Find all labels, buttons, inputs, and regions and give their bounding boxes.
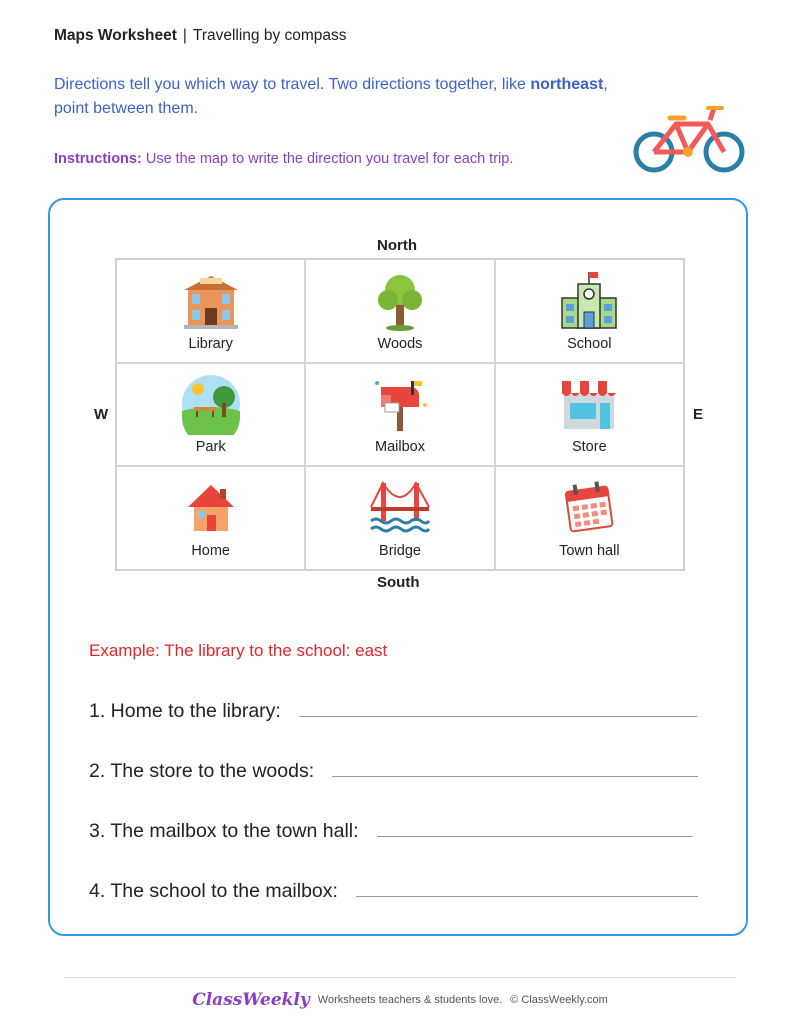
cell-label: Mailbox	[375, 439, 425, 456]
calendar-icon	[558, 477, 620, 539]
footer-divider	[64, 977, 736, 978]
map-cell-mailbox	[305, 363, 494, 467]
intro-bold-term: northeast	[530, 76, 604, 93]
intro-part2: , point between them.	[54, 76, 608, 117]
worksheet-header	[54, 27, 347, 45]
compass-south: South	[377, 574, 420, 591]
map-cell-store	[495, 363, 684, 467]
tree-icon	[369, 270, 431, 332]
answer-line[interactable]	[356, 895, 698, 897]
map-cell-woods	[305, 259, 494, 363]
cell-label: Home	[191, 542, 230, 559]
instructions-text: Use the map to write the direction you travel for each trip.	[141, 151, 514, 167]
instructions-label: Instructions:	[54, 151, 142, 167]
instructions	[54, 151, 513, 167]
compass-east: E	[693, 406, 704, 423]
question-text: 3. The mailbox to the town hall:	[89, 820, 359, 842]
mailbox-icon	[369, 373, 431, 435]
bicycle-icon	[630, 100, 748, 178]
answer-line[interactable]	[377, 835, 693, 837]
library-icon	[180, 270, 242, 332]
question-text: 2. The store to the woods:	[89, 760, 315, 782]
example-answer: Example: The library to the school: east	[89, 641, 388, 660]
compass-north: North	[377, 237, 417, 254]
footer	[0, 990, 800, 1010]
question-2	[89, 760, 698, 783]
intro-text	[54, 73, 614, 121]
footer-copyright: © ClassWeekly.com	[510, 994, 608, 1006]
bridge-icon	[369, 477, 431, 539]
answer-line[interactable]	[299, 715, 697, 717]
park-icon	[180, 373, 242, 435]
question-text: 4. The school to the mailbox:	[89, 880, 338, 902]
map-cell-library	[116, 259, 305, 363]
map-cell-home	[116, 466, 305, 570]
question-1	[89, 700, 697, 723]
compass-west: W	[94, 406, 109, 423]
store-icon	[558, 373, 620, 435]
header-separator: |	[182, 27, 187, 44]
series-title: Maps Worksheet	[54, 27, 177, 44]
cell-label: Bridge	[379, 542, 421, 559]
cell-label: Store	[571, 439, 607, 456]
map-cell-park	[116, 363, 305, 467]
school-icon	[558, 270, 620, 332]
question-4	[89, 880, 698, 903]
intro-part1: Directions tell you which way to travel. Two directions together, like	[54, 76, 526, 93]
cell-label: Library	[188, 335, 233, 352]
question-text: 1. Home to the library:	[89, 700, 281, 722]
map-grid	[115, 258, 685, 571]
cell-label: School	[567, 335, 612, 352]
cell-label: Park	[195, 439, 226, 456]
worksheet-title: Travelling by compass	[192, 27, 347, 44]
footer-tagline: Worksheets teachers & students love.	[317, 994, 503, 1006]
map-cell-town-hall	[495, 466, 684, 570]
map-cell-school	[495, 259, 684, 363]
cell-label: Town hall	[559, 542, 620, 559]
house-icon	[180, 477, 242, 539]
map-cell-bridge	[305, 466, 494, 570]
question-3	[89, 820, 693, 843]
cell-label: Woods	[377, 335, 423, 352]
answer-line[interactable]	[332, 775, 698, 777]
brand-logo: ClassWeekly	[192, 990, 310, 1010]
